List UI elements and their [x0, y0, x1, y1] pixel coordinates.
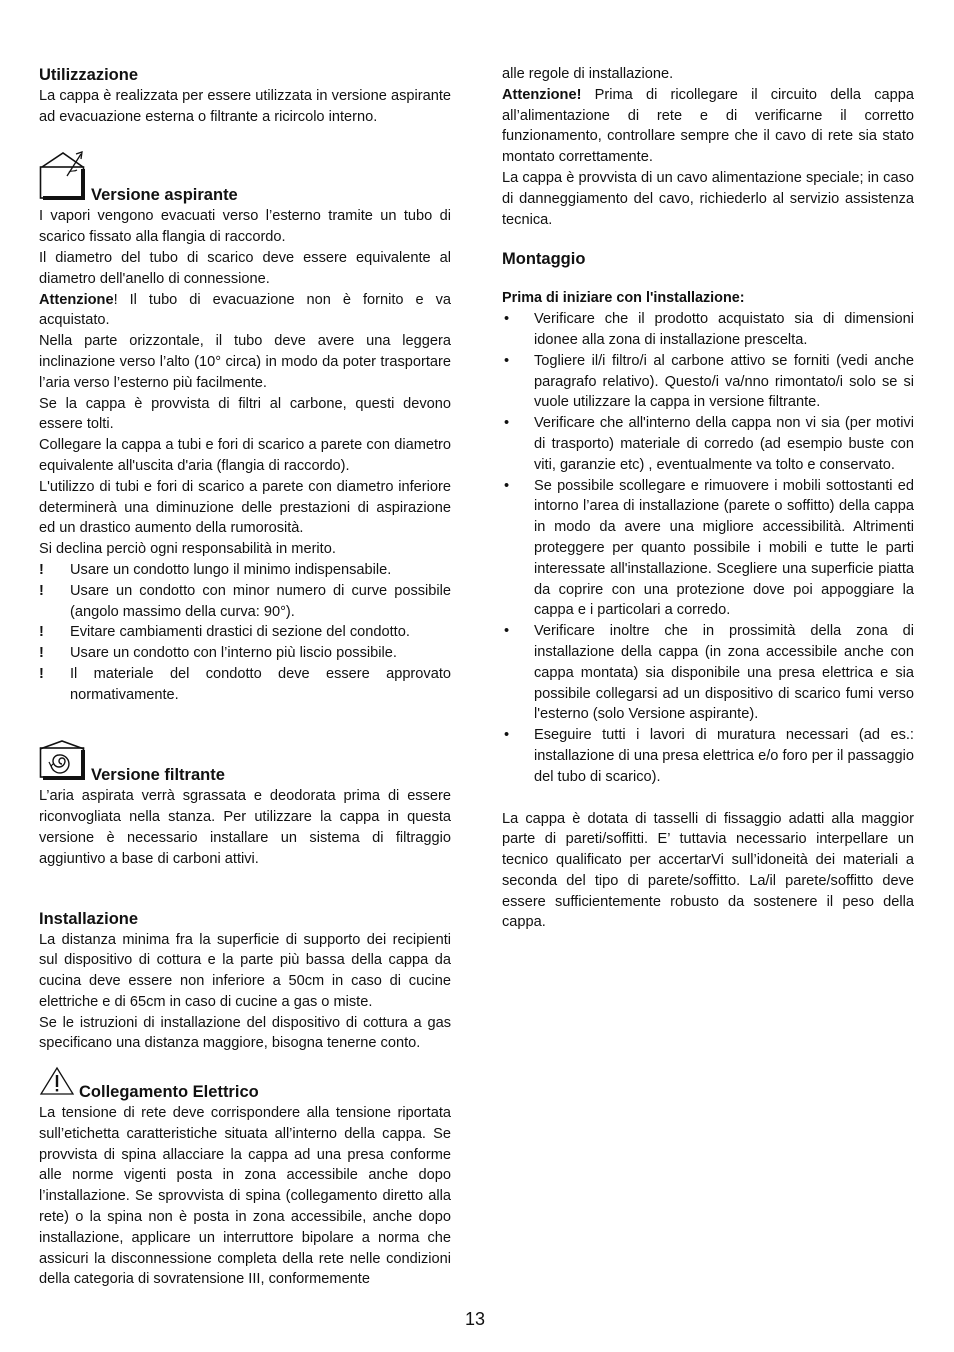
- left-column: [39, 64, 451, 1290]
- list-item-text: Se possibile scollegare e rimuovere i mobili sottostanti ed intorno l’area di installazione (parete o soffitto) della cappa in modo da avere una migliore accessibilità. Altrimenti proteggere per quanto possibile i mobili e tutte le parti interessate all'installazione. Scegliere una superficie piatta da coprire con una protezione dove poi appoggiare la cappa e i particolari a corredo.: [534, 477, 914, 619]
- bullet-mark: •: [504, 352, 510, 369]
- paragraph-aspirante-8: Si declina perciò ogni responsabilità in merito.: [39, 541, 336, 558]
- subtitle-prima: Prima di iniziare con l'installazione:: [502, 290, 745, 307]
- warning-item: [39, 643, 451, 664]
- warning-item: [39, 581, 451, 623]
- paragraph-filtrante: L’aria aspirata verrà sgrassata e deodorata prima di essere riconvogliata nella stanza. Per utilizzare la cappa in questa versione è necessario installare un sistema di filtraggio aggiuntivo a base di carboni attivi.: [39, 788, 451, 867]
- paragraph-elettrico: La tensione di rete deve corrispondere alla tensione riportata sull’etichetta caratteristiche situata all’interno della cappa. Se provvista di spina allacciare la cappa ad una presa conforme alle norme vigenti posta in zona accessibile anche dopo l’installazione. Se sprovvista di spina (collegamento diretto alla rete) o la spina non è posta in zona accessibile, anche dopo installazione, applicare un interruttore bipolare a norma che assicuri la disconnessione completa della rete nelle condizioni della categoria di sovratensione III, conformemente: [39, 1105, 451, 1288]
- recirculation-house-icon: [39, 740, 87, 787]
- list-item-text: Verificare che all'interno della cappa non vi sia (per motivi di trasporto) materiale di corredo (ad esempio buste con viti, garanzie etc) , eventualmente va tolto e conservato.: [534, 415, 914, 473]
- warning-mark: !: [39, 624, 44, 641]
- paragraph-cavo: La cappa è provvista di un cavo alimentazione speciale; in caso di danneggiamento del cavo, richiederlo al servizio assistenza tecnica.: [502, 169, 914, 228]
- paragraph-aspirante-3: [39, 290, 451, 332]
- section-header-aspirante: [39, 150, 451, 207]
- bullet-mark: •: [504, 623, 510, 640]
- attention-label: Attenzione!: [502, 86, 582, 103]
- warning-mark: !: [39, 561, 44, 578]
- section-title-elettrico: Collegamento Elettrico: [79, 1083, 259, 1102]
- section-title-montaggio: Montaggio: [502, 250, 586, 269]
- paragraph-aspirante-6: Collegare la cappa a tubi e fori di scarico a parete con diametro equivalente all'uscita d'aria (flangia di raccordo).: [39, 437, 451, 474]
- duct-house-icon: [39, 150, 87, 207]
- warning-text: Usare un condotto con minor numero di curve possibile (angolo massimo della curva: 90°).: [70, 582, 451, 620]
- section-title-installazione: Installazione: [39, 909, 139, 928]
- warning-text: Evitare cambiamenti drastici di sezione del condotto.: [70, 624, 410, 641]
- warning-text: Usare un condotto lungo il minimo indispensabile.: [70, 561, 392, 578]
- list-item: [502, 309, 914, 351]
- paragraph-installazione-2: Se le istruzioni di installazione del dispositivo di cottura a gas specificano una distanza maggiore, bisogna tenerne conto.: [39, 1014, 451, 1052]
- warning-mark: !: [39, 645, 44, 662]
- list-item: [502, 725, 914, 787]
- list-item: [502, 351, 914, 413]
- paragraph-aspirante-1: I vapori vengono evacuati verso l’esterno tramite un tubo di scarico fissato alla flangia di raccordo.: [39, 208, 451, 246]
- section-title-aspirante: Versione aspirante: [91, 186, 238, 205]
- page-number: 13: [465, 1309, 486, 1329]
- bullet-mark: •: [504, 477, 510, 494]
- bullet-mark: •: [504, 727, 510, 744]
- warning-mark: !: [39, 582, 44, 599]
- bullet-mark: •: [504, 311, 510, 328]
- paragraph-aspirante-7: L'utilizzo di tubi e fori di scarico a parete con diametro inferiore determinerà una diminuzione delle prestazioni di aspirazione ed un drastico aumento della rumorosità.: [39, 478, 451, 537]
- paragraph-aspirante-4: Nella parte orizzontale, il tubo deve avere una leggera inclinazione verso l’alto (10° circa) in modo da poter trasportare l’aria verso l’esterno più facilmente.: [39, 333, 451, 391]
- paragraph-aspirante-5: Se la cappa è provvista di filtri al carbone, questi devono essere tolti.: [39, 395, 451, 433]
- section-title-utilizzazione: Utilizzazione: [39, 66, 139, 84]
- paragraph-utilizzazione: La cappa è realizzata per essere utilizzata in versione aspirante ad evacuazione esterna o filtrante a ricircolo interno.: [39, 88, 451, 125]
- list-item: [502, 621, 914, 725]
- warning-mark: !: [39, 665, 44, 682]
- list-item-text: Eseguire tutti i lavori di muratura necessari (ad es.: installazione di una presa elettrica e/o foro per il passaggio del tubo di scarico).: [534, 727, 914, 785]
- bullet-mark: •: [504, 415, 510, 432]
- paragraph-aspirante-2: Il diametro del tubo di scarico deve essere equivalente al diametro dell'anello di connessione.: [39, 249, 451, 287]
- warning-text: Il materiale del condotto deve essere approvato normativamente.: [70, 665, 451, 703]
- right-column: [502, 64, 914, 933]
- attention-text: ! Il tubo di evacuazione non è fornito e va acquistato.: [39, 291, 451, 329]
- warning-text: Usare un condotto con l’interno più liscio possibile.: [70, 645, 397, 662]
- paragraph-montaggio-closing: La cappa è dotata di tasselli di fissaggio adatti alla maggior parte di pareti/soffitti. E’ tuttavia necessario interpellare un tecnico qualificato per accertarVi sull’idoneità dei materiali a seconda del tipo di parete/soffitto. La/il parete/soffitto deve essere sufficientemente robusto da sostenere il peso della cappa.: [502, 810, 914, 931]
- list-item: [502, 476, 914, 622]
- paragraph-installazione-1: La distanza minima fra la superficie di supporto dei recipienti sul dispositivo di cottura e la parte più bassa della cappa da cucina deve essere non inferiore a 50cm in caso di cucine elettriche e di 65cm in caso di cucine a gas o miste.: [39, 931, 451, 1010]
- section-title-filtrante: Versione filtrante: [91, 766, 225, 785]
- warning-item: [39, 622, 451, 643]
- list-item-text: Togliere il/i filtro/i al carbone attivo se forniti (vedi anche paragrafo relativo). Questo/i va/nno rimontato/i solo se si vuole utilizzare la cappa in versione filtrante.: [534, 352, 914, 411]
- warning-item: [39, 560, 451, 581]
- attention-label: Attenzione: [39, 291, 114, 308]
- warning-triangle-icon: [39, 1066, 75, 1103]
- warning-item: [39, 664, 451, 706]
- paragraph-attention: [502, 85, 914, 168]
- attention-text: Prima di ricollegare il circuito della cappa all’alimentazione di rete e di verificarne il corretto funzionamento, controllare sempre che il cavo di rete sia stato montato correttamente.: [502, 86, 914, 166]
- list-item: [502, 413, 914, 475]
- section-header-filtrante: [39, 740, 451, 787]
- paragraph-continuation: alle regole di installazione.: [502, 66, 674, 82]
- list-item-text: Verificare inoltre che in prossimità della zona di installazione della cappa (in zona accessibile anche con cappa montata) sia disponibile una presa elettrica e sia possibile collegarsi ad un dispositivo di scarico fumi verso l'esterno (solo Versione aspirante).: [534, 623, 914, 723]
- list-item-text: Verificare che il prodotto acquistato sia di dimensioni idonee alla zona di installazione prescelta.: [534, 311, 914, 348]
- section-header-elettrico: [39, 1066, 451, 1103]
